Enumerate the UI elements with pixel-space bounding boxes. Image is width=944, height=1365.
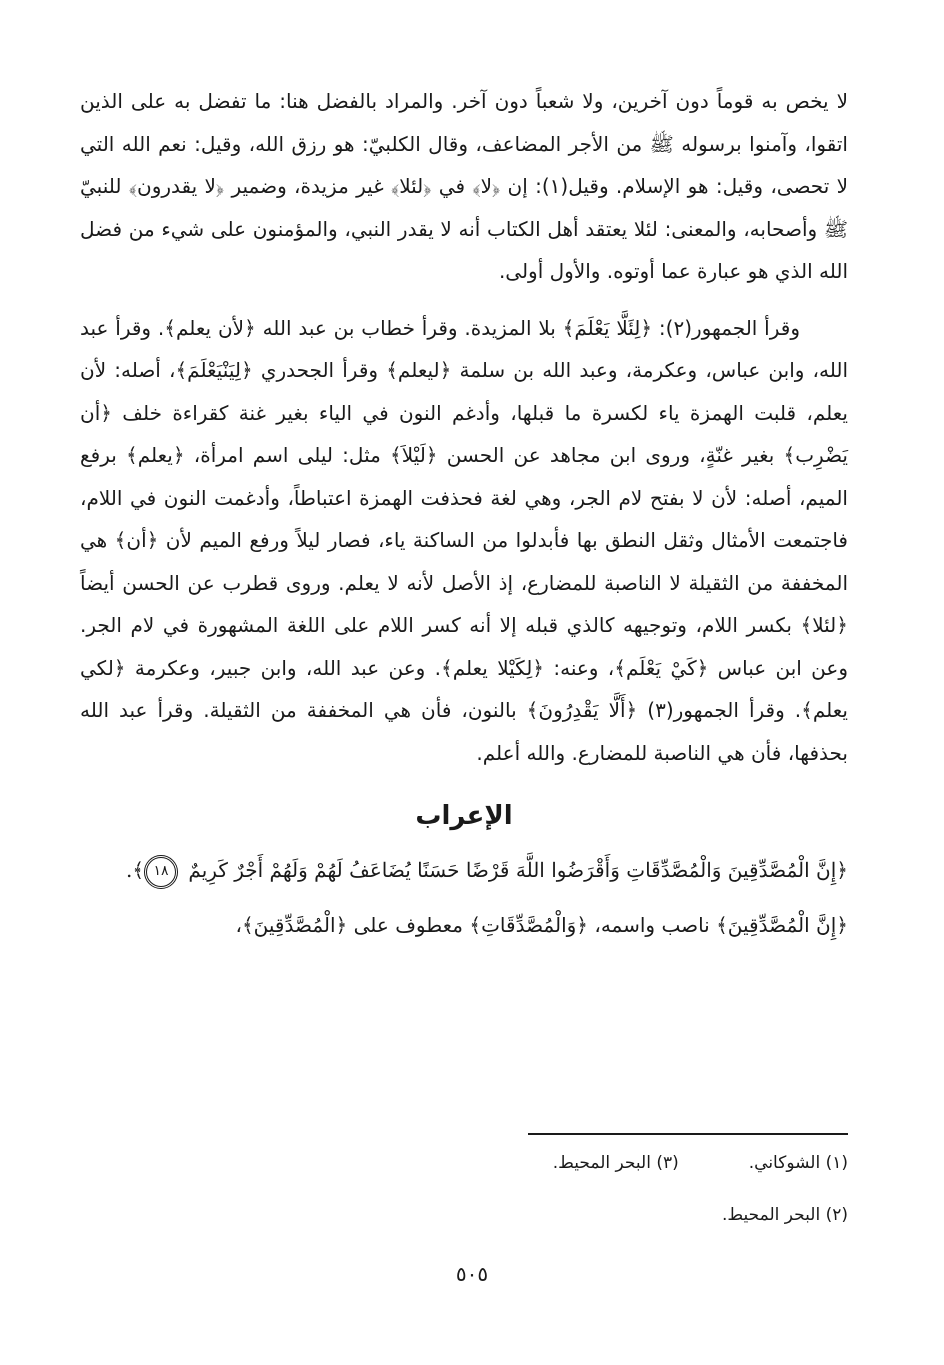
ayah-number-icon: ١٨ bbox=[144, 855, 178, 889]
footnote-row-1 bbox=[208, 1148, 848, 1178]
footnote-1: (١) الشوكاني. bbox=[748, 1153, 848, 1173]
paragraph-2: وقرأ الجمهور(٢): ﴿لِئَلَّا يَعْلَمَ﴾ بلا المزيدة. وقرأ خطاب بن عبد الله ﴿لأن يعلم﴾. وقرأ عبد الله، وابن عباس، وعكرمة، وعبد الله بن سلمة ﴿ليعلم﴾ وقرأ الجحدري ﴿لِيَنْيَعْلَمَ﴾، أصله: لأن يعلم، قلبت الهمزة ياء لكسرة ما قبلها، وأدغم النون في الياء بغير غنة كقراءة خلف ﴿أن يَضْرِب﴾ بغير غنّةٍ، وروى ابن مجاهد عن الحسن ﴿لَيْلاَ﴾ مثل: ليلى اسم امرأة، ﴿يعلم﴾ برفع الميم، أصله: لأن لا بفتح لام الجر، وهي لغة فحذفت الهمزة اعتباطاً، وأدغمت النون في اللام، فاجتمعت الأمثال وثقل النطق بها فأبدلوا من الساكنة ياء، فصار ليلاً ورفع الميم لأن ﴿أن﴾ هي المخففة من الثقيلة لا الناصبة للمضارع، إذ الأصل لأنه لا يعلم. وروى قطرب عن الحسن أيضاً ﴿لئلا﴾ بكسر اللام، وتوجيهه كالذي قبله إلا أنه كسر اللام على اللغة المشهورة في لام الجر. وعن ابن عباس ﴿كَيْ يَعْلَم﴾، وعنه: ﴿لِكَيْلا يعلم﴾. وعن عبد الله، وابن جبير، وعكرمة ﴿لكي يعلم﴾. وقرأ الجمهور(٣) ﴿أَلَّا يَقْدِرُونَ﴾ بالنون، فأن هي المخففة من الثقيلة. وقرأ عبد الله بحذفها، فأن هي الناصبة للمضارع. والله أعلم. bbox=[80, 315, 848, 765]
irab-line: ﴿إِنَّ الْمُصَّدِّقِينَ﴾ ناصب واسمه، ﴿وَالْمُصَّدِّقَاتِ﴾ معطوف على ﴿الْمُصَّدِّقِينَ﴾، bbox=[235, 913, 848, 937]
page-number: ٥٠٥ bbox=[455, 1262, 489, 1286]
page-body bbox=[80, 80, 848, 946]
footnote-2: (٢) البحر المحيط. bbox=[722, 1205, 848, 1225]
footnote-divider bbox=[528, 1133, 848, 1135]
paragraph-1: لا يخص به قوماً دون آخرين، ولا شعباً دون آخر. والمراد بالفضل هنا: ما تفضل به على الذين اتقوا، وآمنوا برسوله ﷺ من الأجر المضاعف، وقال الكلبيّ: هو رزق الله، وقيل: نعم الله التي لا تحصى، وقيل: هو الإسلام. وقيل(١): إن ﴿لا﴾ في ﴿لئلا﴾ غير مزيدة، وضمير ﴿لا يقدرون﴾ للنبيّ ﷺ وأصحابه، والمعنى: لئلا يعتقد أهل الكتاب أنه لا يقدر النبي، والمؤمنون على شيء من فضل الله الذي هو عبارة عما أوتوه. والأول أولى. bbox=[80, 89, 848, 283]
footnotes bbox=[208, 1148, 848, 1230]
footnote-row-2 bbox=[208, 1200, 848, 1230]
quran-verse bbox=[80, 846, 848, 894]
section-heading: الإعراب bbox=[415, 801, 513, 831]
footnote-3: (٣) البحر المحيط. bbox=[552, 1153, 679, 1173]
verse-end: ﴾. bbox=[125, 858, 145, 882]
verse-text: ﴿إِنَّ الْمُصَّدِّقِينَ وَالْمُصَّدِّقَاتِ وَأَقْرَضُوا اللَّهَ قَرْضًا حَسَنًا يُضَاعَفُ لَهُمْ وَلَهُمْ أَجْرٌ كَرِيمٌ bbox=[188, 858, 848, 882]
